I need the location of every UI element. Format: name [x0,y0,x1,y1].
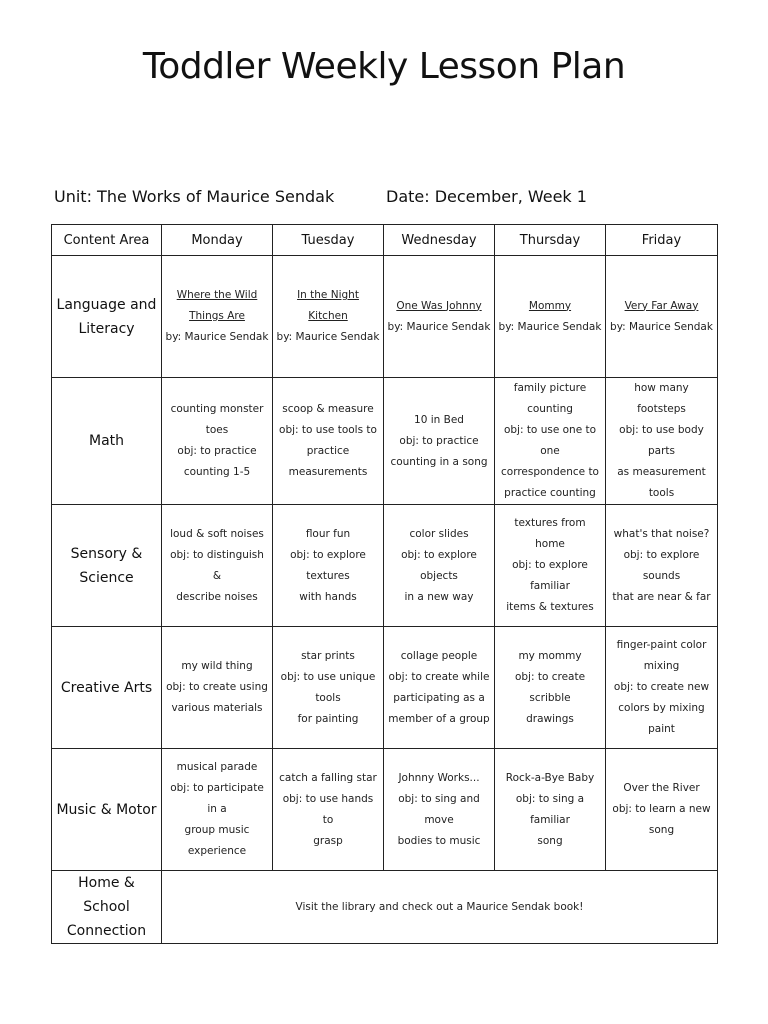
row-creative-arts [52,627,718,749]
cell-music-and-motor-thursday [495,749,606,871]
activity-detail: obj: to distinguish & [170,548,264,582]
activity-detail: describe noises [176,590,258,603]
cell-music-and-motor-monday [162,749,273,871]
header-row [52,225,718,256]
activity-detail: various materials [171,702,263,714]
activity-detail: counting in a song [390,455,488,468]
activity-name: my wild thing [181,660,253,672]
lesson-plan-table [51,224,718,944]
activity-detail: counting 1-5 [183,466,251,478]
cell-math-monday [162,378,273,505]
activity-name: Rock-a-Bye Baby [505,771,595,784]
cell-music-and-motor-friday [606,749,718,871]
area-language-literacy: Language and Literacy [52,256,162,378]
book-title: Mommy [528,299,572,312]
row-music-and-motor [52,749,718,871]
area-creative-arts: Creative Arts [52,627,162,749]
header-thursday: Thursday [495,225,606,256]
activity-detail: obj: to use unique tools [280,670,376,704]
book-author: by: Maurice Sendak [610,320,713,333]
header-wednesday: Wednesday [384,225,495,256]
activity-name: flour fun [305,527,351,540]
cell-sensory-and-science-wednesday [384,505,495,627]
activity-detail: obj: to explore familiar [512,559,588,592]
activity-name: catch a falling star [279,771,377,784]
activity-detail: obj: to practice [177,445,257,457]
cell-math-wednesday [384,378,495,505]
cell-creative-arts-thursday [495,627,606,749]
activity-name: family picture counting [513,382,587,415]
activity-detail: obj: to learn a new [612,803,711,815]
activity-name: collage people [400,649,478,662]
activity-detail: obj: to participate in a [170,782,264,815]
activity-detail: obj: to create new [613,681,710,693]
activity-detail: obj: to explore sounds [623,548,700,582]
book-title: In the Night Kitchen [297,289,359,322]
book-author: by: Maurice Sendak [276,331,380,343]
activity-detail: in a new way [404,590,474,603]
activity-detail: obj: to practice [399,434,479,447]
activity-detail: items & textures [506,601,594,613]
activity-detail: that are near & far [612,590,711,603]
cell-sensory-and-science-tuesday [273,505,384,627]
book-author: by: Maurice Sendak [498,320,602,333]
activity-detail: obj: to use body parts [619,424,704,457]
activity-detail: obj: to sing and move [398,792,480,826]
cell-literacy-tuesday [273,256,384,378]
header-friday: Friday [606,225,718,256]
activity-detail: as measurement tools [617,466,706,499]
cell-sensory-and-science-monday [162,505,273,627]
cell-math-friday [606,378,718,505]
cell-sensory-and-science-friday [606,505,718,627]
activity-detail: colors by mixing paint [618,702,705,735]
cell-music-and-motor-tuesday [273,749,384,871]
activity-name: scoop & measure [282,403,374,415]
home-school-text: Visit the library and check out a Maurice Sendak book! [162,871,718,944]
header-tuesday: Tuesday [273,225,384,256]
activity-detail: practice counting [504,487,596,499]
activity-name: Johnny Works... [398,771,480,784]
activity-detail: song [537,834,563,847]
cell-math-tuesday [273,378,384,505]
header-monday: Monday [162,225,273,256]
activity-detail: obj: to create while [388,670,490,683]
activity-detail: song [648,824,675,836]
page-title: Toddler Weekly Lesson Plan [142,46,626,87]
area-sensory-and-science: Sensory & Science [52,505,162,627]
activity-detail: participating as a [393,691,485,704]
book-title: Very Far Away [624,299,699,312]
cell-creative-arts-tuesday [273,627,384,749]
cell-creative-arts-friday [606,627,718,749]
activity-detail: with hands [299,590,357,603]
row-home-school [52,871,718,944]
activity-detail: obj: to create scribble [514,670,586,704]
activity-name: my mommy [518,649,582,662]
activity-name: star prints [301,649,355,662]
cell-literacy-monday [162,256,273,378]
activity-name: loud & soft noises [170,527,264,540]
activity-detail: obj: to explore textures [290,548,366,582]
activity-name: textures from home [514,517,586,550]
book-author: by: Maurice Sendak [165,331,269,343]
activity-name: musical parade [176,761,258,773]
activity-detail: drawings [526,712,574,725]
row-sensory-and-science [52,505,718,627]
activity-detail: correspondence to [501,466,599,478]
activity-name: color slides [409,527,469,540]
activity-detail: group music experience [184,824,250,857]
activity-detail: obj: to explore objects [401,548,477,582]
area-home-school: Home & School Connection [52,871,162,944]
book-title: One Was Johnny [396,299,482,312]
area-math: Math [52,378,162,505]
book-author: by: Maurice Sendak [387,320,491,333]
unit-label: Unit: The Works of Maurice Sendak [54,187,335,206]
activity-detail: obj: to create using [166,681,268,693]
activity-name: what's that noise? [613,527,710,540]
activity-name: Over the River [623,782,700,794]
activity-name: how many footsteps [634,382,689,415]
activity-name: counting monster toes [170,403,264,436]
activity-detail: obj: to use tools to [279,424,377,436]
activity-detail: obj: to use hands to [282,792,374,826]
cell-literacy-thursday [495,256,606,378]
activity-name: 10 in Bed [414,413,464,426]
activity-name: finger-paint color mixing [616,639,707,672]
row-math [52,378,718,505]
area-music-and-motor: Music & Motor [52,749,162,871]
header-content-area: Content Area [52,225,162,256]
cell-music-and-motor-wednesday [384,749,495,871]
cell-math-thursday [495,378,606,505]
cell-literacy-wednesday [384,256,495,378]
cell-creative-arts-monday [162,627,273,749]
activity-detail: bodies to music [397,834,481,847]
cell-sensory-and-science-thursday [495,505,606,627]
cell-literacy-friday [606,256,718,378]
activity-detail: for painting [297,712,359,725]
activity-detail: practice measurements [288,445,368,478]
cell-creative-arts-wednesday [384,627,495,749]
meta-row [54,187,754,211]
book-title: Where the Wild Things Are [176,289,258,322]
activity-detail: obj: to sing a familiar [515,792,585,826]
row-language-literacy [52,256,718,378]
activity-detail: grasp [313,834,343,847]
activity-detail: obj: to use one to one [503,424,597,457]
date-label: Date: December, Week 1 [386,187,587,206]
activity-detail: member of a group [388,712,490,725]
